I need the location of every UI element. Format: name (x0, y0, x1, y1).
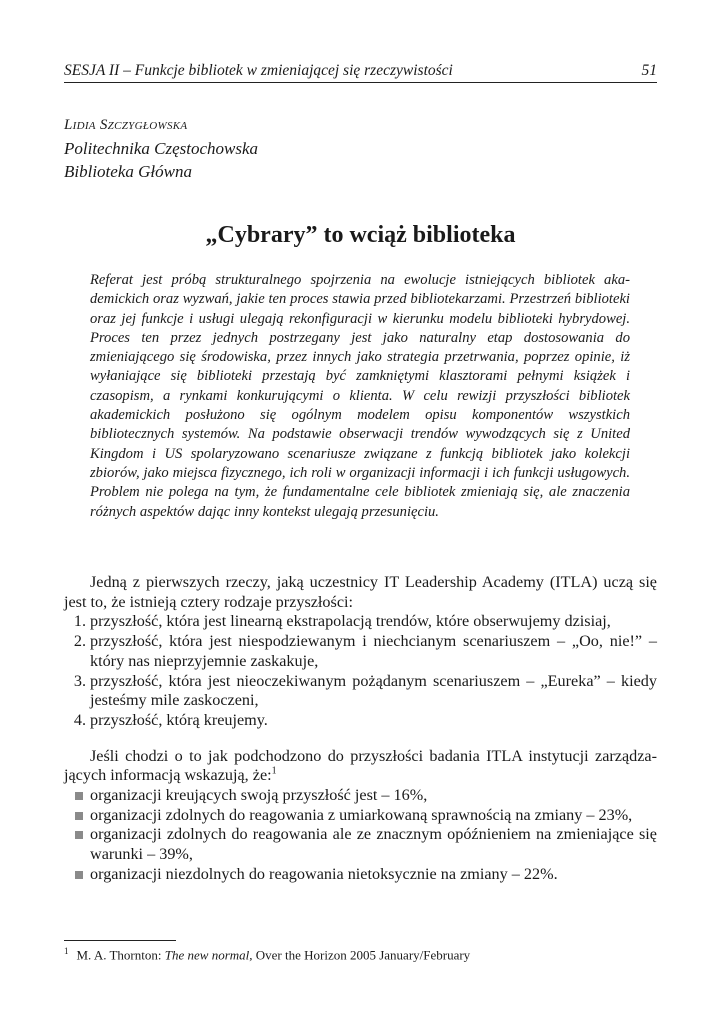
list-item: organizacji kreujących swoją przyszłość jest – 16%, (64, 786, 657, 806)
footnote-reference: 1 (271, 765, 277, 777)
paper-title: „Cybrary” to wciąż biblioteka (205, 222, 516, 248)
square-bullet-icon (64, 865, 90, 885)
findings-list (64, 786, 657, 885)
square-bullet-icon (64, 806, 90, 826)
footnote-work-title: The new normal, (164, 947, 253, 963)
author-affiliation-library: Biblioteka Główna (64, 162, 192, 181)
list-item: 1. przyszłość, która jest linearną ekstrapolacją trendów, które obserwujemy dzisiaj, (73, 612, 611, 631)
list-item: 2. przyszłość, która jest niespodziewanym i niechcianym scenariuszem – „Oo, nie!” – który nas nieprzyjemnie zaskakuje, (73, 632, 657, 670)
list-item: organizacji zdolnych do reagowania z umiarkowaną sprawnością na zmiany – 23%, (64, 806, 657, 826)
footnote (64, 946, 470, 963)
author-block (64, 114, 258, 183)
list-item: 3. przyszłość, która jest nieoczekiwanym pożądanym scenariuszem – „Eureka” – kiedy jesteśmy mile zaskoczeni, (73, 671, 657, 710)
list-item: organizacji niezdolnych do reagowania nietoksycznie na zmiany – 22%. (64, 865, 657, 885)
list-item: 4. przyszłość, którą kreujemy. (73, 710, 268, 729)
author-name: Lidia Szczygłowska (64, 117, 188, 133)
list-item: organizacji zdolnych do reagowania ale ze znacznym opóźnieniem na zmieniające się warunki – 39%, (64, 825, 657, 864)
square-bullet-icon (64, 825, 90, 864)
itla-paragraph: Jeśli chodzi o to jak podchodzono do przyszłości badania ITLA instytucji zarządzających informacją wskazują, że:$^1$ (64, 746, 657, 785)
running-title: SESJA II – Funkcje bibliotek w zmieniającej się rzeczywistości (64, 62, 453, 79)
author-affiliation-university: Politechnika Częstochowska (64, 139, 259, 158)
intro-paragraph: Jedną z pierwszych rzeczy, jaką uczestnicy IT Leadership Academy (ITLA) uczą się jest to, że istnieją cztery rodzaje przyszłości: (64, 573, 657, 611)
footnote-source: Over the Horizon 2005 January/February (252, 947, 471, 963)
main-body (64, 573, 657, 885)
footnote-rule (64, 940, 176, 941)
footnote-author: M. A. Thornton: (76, 947, 165, 963)
page-number: 51 (641, 62, 657, 79)
running-header (64, 62, 657, 83)
abstract: Referat jest próbą strukturalnego spojrzenia na ewolucje istniejących bibliotek akademickich oraz wyzwań, jakie ten proces stawia przed bibliotekarzami. Przestrzeń biblioteki oraz jej funkcje i usługi ulegają rekonfiguracji w kierunku modelu biblioteki hybrydowej. Proces ten przez jednych postrzegany jest jako naturalny etap dostosowania do zmieniającego się środowiska, przez innych jako strategia przetrwania, poprzez opinie, iż wyłaniające się biblioteki przestają być zamkniętymi klasztorami pełnymi książek i czasopism, a rynkami konkurującymi o klienta. W celu rewizji przyszłości bibliotek akademickich posłużono się ogólnym modelem opisu komponentów wszystkich bibliotecznych systemów. Na podstawie obserwacji trendów wywodzących się z United Kingdom i US spolaryzowano scenariusze związane z funkcją bibliotek jako kolekcji zbiorów, jako miejsca fizycznego, ich roli w organizacji informacji i ich funkcji usługowych. Problem nie polega na tym, że fundamentalne cele bibliotek zmieniają się, ale znaczenia różnych aspektów dając inny kontekst ulegają przesunięciu. (90, 272, 630, 520)
futures-list (64, 612, 657, 730)
square-bullet-icon (64, 786, 90, 806)
footnote-mark: 1 (64, 946, 69, 956)
